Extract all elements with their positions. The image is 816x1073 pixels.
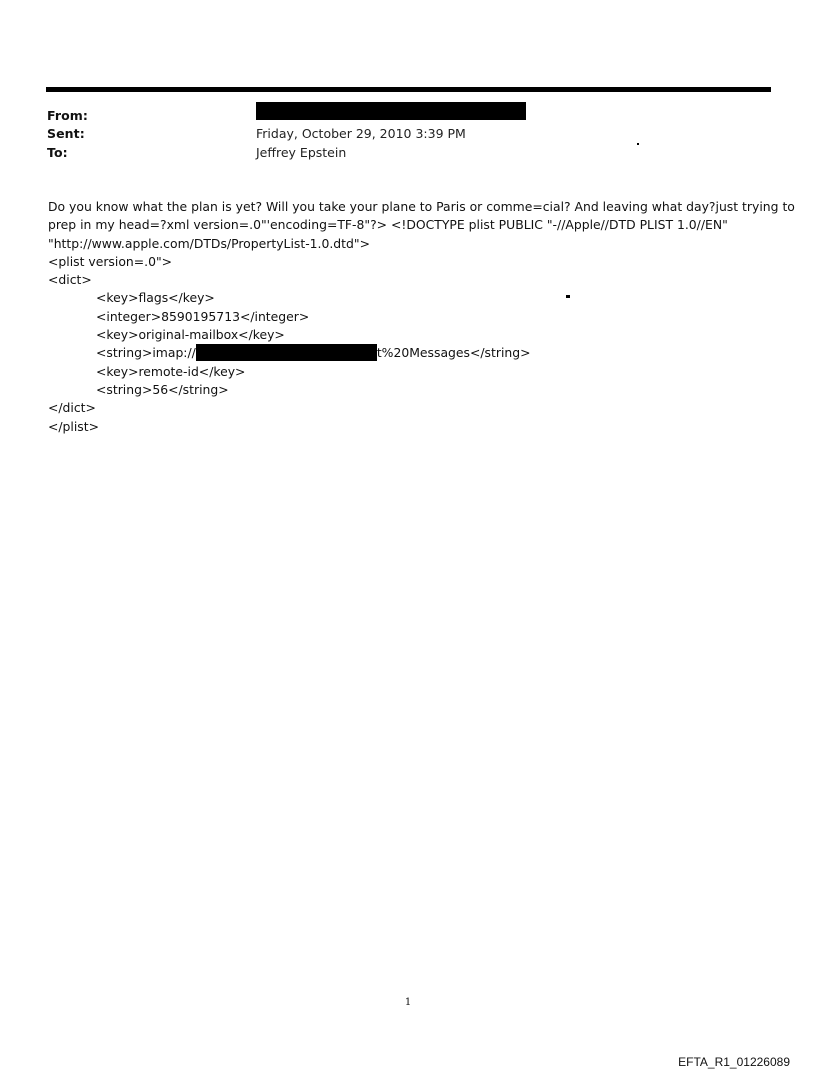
from-label: From:: [47, 108, 89, 123]
scan-speck: [637, 143, 639, 145]
to-value: Jeffrey Epstein: [256, 145, 347, 160]
email-body: [48, 198, 795, 436]
sent-value: Friday, October 29, 2010 3:39 PM: [256, 126, 466, 141]
body-line: <dict>: [48, 272, 92, 288]
body-line: </plist>: [48, 418, 100, 434]
body-line: "http://www.apple.com/DTDs/PropertyList-1.0.dtd">: [48, 235, 370, 251]
body-line: <integer>8590195713</integer>: [96, 308, 310, 324]
body-line: <string>56</string>: [96, 381, 229, 397]
page-number: 1: [404, 997, 412, 1008]
body-line: <plist version=.0">: [48, 253, 173, 269]
body-line-suffix: t%20Messages</string>: [376, 345, 531, 361]
mailbox-redaction: [196, 344, 377, 361]
body-line: <key>original-mailbox</key>: [96, 327, 285, 343]
body-line: prep in my head=?xml version=.0"'encoding=TF-8"?> <!DOCTYPE plist PUBLIC "-//Apple//DTD PLIST 1.0//EN": [48, 217, 728, 233]
header-rule: [46, 87, 771, 92]
to-label: To:: [47, 145, 68, 160]
document-id: EFTA_R1_01226089: [678, 1055, 790, 1069]
body-line: <key>remote-id</key>: [96, 363, 246, 379]
body-line-with-redaction: [48, 344, 776, 362]
sent-label: Sent:: [47, 126, 85, 141]
from-redaction: [256, 102, 526, 120]
body-line: </dict>: [48, 400, 96, 416]
body-line-prefix: <string>imap://: [96, 345, 196, 361]
body-line: <key>flags</key>: [96, 290, 215, 306]
body-line: Do you know what the plan is yet? Will you take your plane to Paris or comme=cial? And leaving what day?just trying to: [48, 199, 795, 214]
